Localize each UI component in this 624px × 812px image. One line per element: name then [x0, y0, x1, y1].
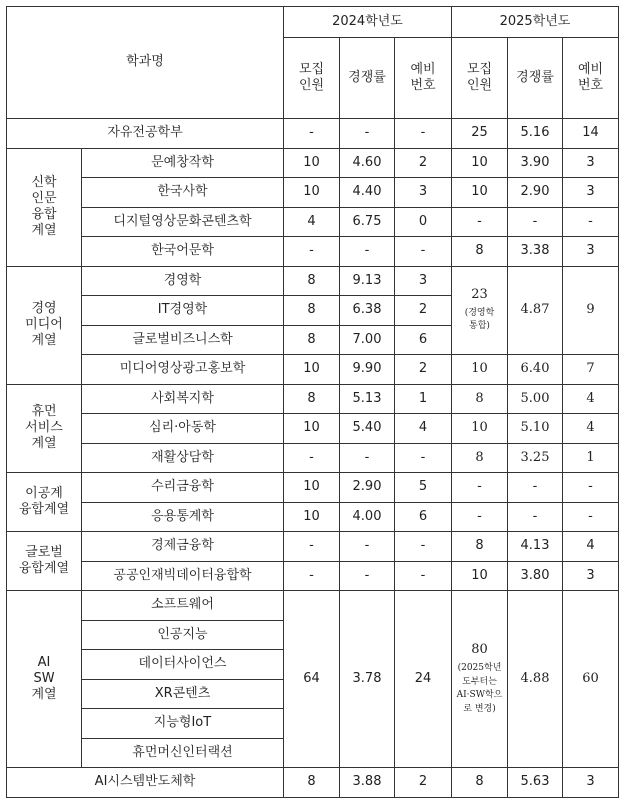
- rate-2024: -: [340, 443, 395, 473]
- waitlist-2024: 2: [395, 148, 452, 178]
- rate-2024: 2.90: [340, 473, 395, 503]
- header-rate-2024: 경쟁률: [340, 38, 395, 119]
- rate-2025: 5.10: [508, 414, 563, 444]
- waitlist-2025: 14: [563, 119, 619, 149]
- quota-2024: 8: [284, 266, 340, 296]
- waitlist-2025: 1: [563, 443, 619, 473]
- waitlist-2024: 2: [395, 768, 452, 798]
- waitlist-2024-merged: 24: [395, 591, 452, 768]
- quota-2024: -: [284, 561, 340, 591]
- dept-name: 디지털영상문화콘텐츠학: [82, 207, 284, 237]
- waitlist-2024: -: [395, 561, 452, 591]
- waitlist-2024: -: [395, 532, 452, 562]
- table-row: [7, 414, 619, 444]
- table-row: [7, 237, 619, 267]
- quota-2025-merged: [452, 591, 508, 768]
- rate-2025-merged: 4.87: [508, 266, 563, 355]
- merged-quota: 80: [471, 641, 488, 657]
- waitlist-2024: -: [395, 237, 452, 267]
- rate-2025: 4.13: [508, 532, 563, 562]
- dept-name: 문예창작학: [82, 148, 284, 178]
- waitlist-2025-merged: 60: [563, 591, 619, 768]
- waitlist-2025: 3: [563, 561, 619, 591]
- quota-2024: -: [284, 119, 340, 149]
- rate-2024: -: [340, 532, 395, 562]
- waitlist-2025: 7: [563, 355, 619, 385]
- quota-2024: 10: [284, 414, 340, 444]
- rate-2024: 9.13: [340, 266, 395, 296]
- waitlist-2025: 4: [563, 532, 619, 562]
- quota-2024: 10: [284, 355, 340, 385]
- quota-2024: 10: [284, 178, 340, 208]
- rate-2024: 4.00: [340, 502, 395, 532]
- quota-2024: -: [284, 532, 340, 562]
- table-row: [7, 178, 619, 208]
- table-row: [7, 148, 619, 178]
- rate-2025-merged: 4.88: [508, 591, 563, 768]
- waitlist-2024: 5: [395, 473, 452, 503]
- table-row: [7, 266, 619, 296]
- dept-name: 지능형IoT: [82, 709, 284, 739]
- dept-name: 공공인재빅데이터융합학: [82, 561, 284, 591]
- quota-2025: 8: [452, 443, 508, 473]
- waitlist-2024: 2: [395, 296, 452, 326]
- quota-2024: -: [284, 237, 340, 267]
- table-row: [7, 384, 619, 414]
- waitlist-2024: 3: [395, 266, 452, 296]
- header-year-2025: 2025학년도: [452, 7, 619, 38]
- waitlist-2024: 6: [395, 502, 452, 532]
- header-year-2024: 2024학년도: [284, 7, 452, 38]
- quota-2025-merged: [452, 266, 508, 355]
- waitlist-2024: 1: [395, 384, 452, 414]
- merged-quota: 23: [471, 286, 488, 302]
- table-row: [7, 502, 619, 532]
- rate-2024: 6.38: [340, 296, 395, 326]
- waitlist-2025: 3: [563, 178, 619, 208]
- waitlist-2024: 2: [395, 355, 452, 385]
- group-name: 신학 인문 융합 계열: [7, 148, 82, 266]
- rate-2024: 5.40: [340, 414, 395, 444]
- rate-2025: 5.63: [508, 768, 563, 798]
- rate-2025: 3.80: [508, 561, 563, 591]
- quota-2025: 25: [452, 119, 508, 149]
- quota-2025: 8: [452, 768, 508, 798]
- table-row: [7, 355, 619, 385]
- table-row: [7, 473, 619, 503]
- dept-name: 경영학: [82, 266, 284, 296]
- waitlist-2024: 6: [395, 325, 452, 355]
- rate-2024-merged: 3.78: [340, 591, 395, 768]
- dept-name: 미디어영상광고홍보학: [82, 355, 284, 385]
- dept-name: IT경영학: [82, 296, 284, 326]
- table-row: [7, 591, 619, 621]
- rate-2025: 2.90: [508, 178, 563, 208]
- header-waitlist-2024: 예비 번호: [395, 38, 452, 119]
- rate-2024: 5.13: [340, 384, 395, 414]
- group-name: 글로벌 융합계열: [7, 532, 82, 591]
- table-row: [7, 207, 619, 237]
- rate-2024: 9.90: [340, 355, 395, 385]
- group-name: AI SW 계열: [7, 591, 82, 768]
- quota-2024: 8: [284, 296, 340, 326]
- waitlist-2025: 4: [563, 414, 619, 444]
- rate-2024: -: [340, 561, 395, 591]
- group-name: 이공계 융합계열: [7, 473, 82, 532]
- quota-2025: 8: [452, 384, 508, 414]
- dept-name: 재활상담학: [82, 443, 284, 473]
- quota-2025: 8: [452, 237, 508, 267]
- quota-2024: 8: [284, 768, 340, 798]
- quota-2025: 10: [452, 355, 508, 385]
- table-row: [7, 768, 619, 798]
- dept-name: 글로벌비즈니스학: [82, 325, 284, 355]
- header-dept-name: 학과명: [7, 7, 284, 119]
- rate-2025: 6.40: [508, 355, 563, 385]
- quota-2025: 10: [452, 561, 508, 591]
- dept-name: 심리·아동학: [82, 414, 284, 444]
- merged-note: (경영학 통합): [464, 307, 495, 332]
- quota-2025: -: [452, 207, 508, 237]
- quota-2024: 8: [284, 325, 340, 355]
- rate-2024: 4.40: [340, 178, 395, 208]
- quota-2024: 4: [284, 207, 340, 237]
- rate-2025: -: [508, 207, 563, 237]
- dept-name: 데이터사이언스: [82, 650, 284, 680]
- waitlist-2025: 3: [563, 768, 619, 798]
- rate-2025: -: [508, 502, 563, 532]
- admissions-table: [6, 6, 619, 798]
- group-name: 경영 미디어 계열: [7, 266, 82, 384]
- quota-2024: 10: [284, 502, 340, 532]
- rate-2025: 3.25: [508, 443, 563, 473]
- group-name: 휴먼 서비스 계열: [7, 384, 82, 473]
- rate-2025: 5.00: [508, 384, 563, 414]
- quota-2025: -: [452, 502, 508, 532]
- table-row: [7, 561, 619, 591]
- quota-2025: 8: [452, 532, 508, 562]
- dept-name: 한국어문학: [82, 237, 284, 267]
- header-rate-2025: 경쟁률: [508, 38, 563, 119]
- rate-2024: 3.88: [340, 768, 395, 798]
- waitlist-2024: 3: [395, 178, 452, 208]
- quota-2024: 8: [284, 384, 340, 414]
- header-waitlist-2025: 예비 번호: [563, 38, 619, 119]
- table-row: [7, 443, 619, 473]
- dept-name: 수리금융학: [82, 473, 284, 503]
- table-row: [7, 119, 619, 149]
- dept-name: 한국사학: [82, 178, 284, 208]
- table-row: [7, 532, 619, 562]
- waitlist-2024: 4: [395, 414, 452, 444]
- rate-2024: 4.60: [340, 148, 395, 178]
- quota-2024: 10: [284, 473, 340, 503]
- quota-2025: 10: [452, 414, 508, 444]
- waitlist-2024: 0: [395, 207, 452, 237]
- dept-name: 인공지능: [82, 620, 284, 650]
- rate-2025: 5.16: [508, 119, 563, 149]
- waitlist-2024: -: [395, 443, 452, 473]
- quota-2025: -: [452, 473, 508, 503]
- merged-note: (2025학년 도부터는 AI·SW학으 로 변경): [456, 663, 503, 714]
- waitlist-2025: -: [563, 207, 619, 237]
- quota-2025: 10: [452, 148, 508, 178]
- dept-name: XR콘텐츠: [82, 679, 284, 709]
- waitlist-2025: 3: [563, 237, 619, 267]
- waitlist-2025: -: [563, 473, 619, 503]
- rate-2025: -: [508, 473, 563, 503]
- dept-name: 사회복지학: [82, 384, 284, 414]
- waitlist-2025: -: [563, 502, 619, 532]
- quota-2025: 10: [452, 178, 508, 208]
- dept-name: 자유전공학부: [7, 119, 284, 149]
- rate-2024: -: [340, 119, 395, 149]
- header-quota-2024: 모집 인원: [284, 38, 340, 119]
- rate-2024: -: [340, 237, 395, 267]
- rate-2025: 3.38: [508, 237, 563, 267]
- waitlist-2025-merged: 9: [563, 266, 619, 355]
- rate-2024: 6.75: [340, 207, 395, 237]
- dept-name: AI시스템반도체학: [7, 768, 284, 798]
- waitlist-2024: -: [395, 119, 452, 149]
- waitlist-2025: 3: [563, 148, 619, 178]
- dept-name: 경제금융학: [82, 532, 284, 562]
- rate-2024: 7.00: [340, 325, 395, 355]
- quota-2024: -: [284, 443, 340, 473]
- dept-name: 휴먼머신인터랙션: [82, 738, 284, 768]
- dept-name: 응용통계학: [82, 502, 284, 532]
- rate-2025: 3.90: [508, 148, 563, 178]
- quota-2024: 10: [284, 148, 340, 178]
- quota-2024-merged: 64: [284, 591, 340, 768]
- dept-name: 소프트웨어: [82, 591, 284, 621]
- header-quota-2025: 모집 인원: [452, 38, 508, 119]
- waitlist-2025: 4: [563, 384, 619, 414]
